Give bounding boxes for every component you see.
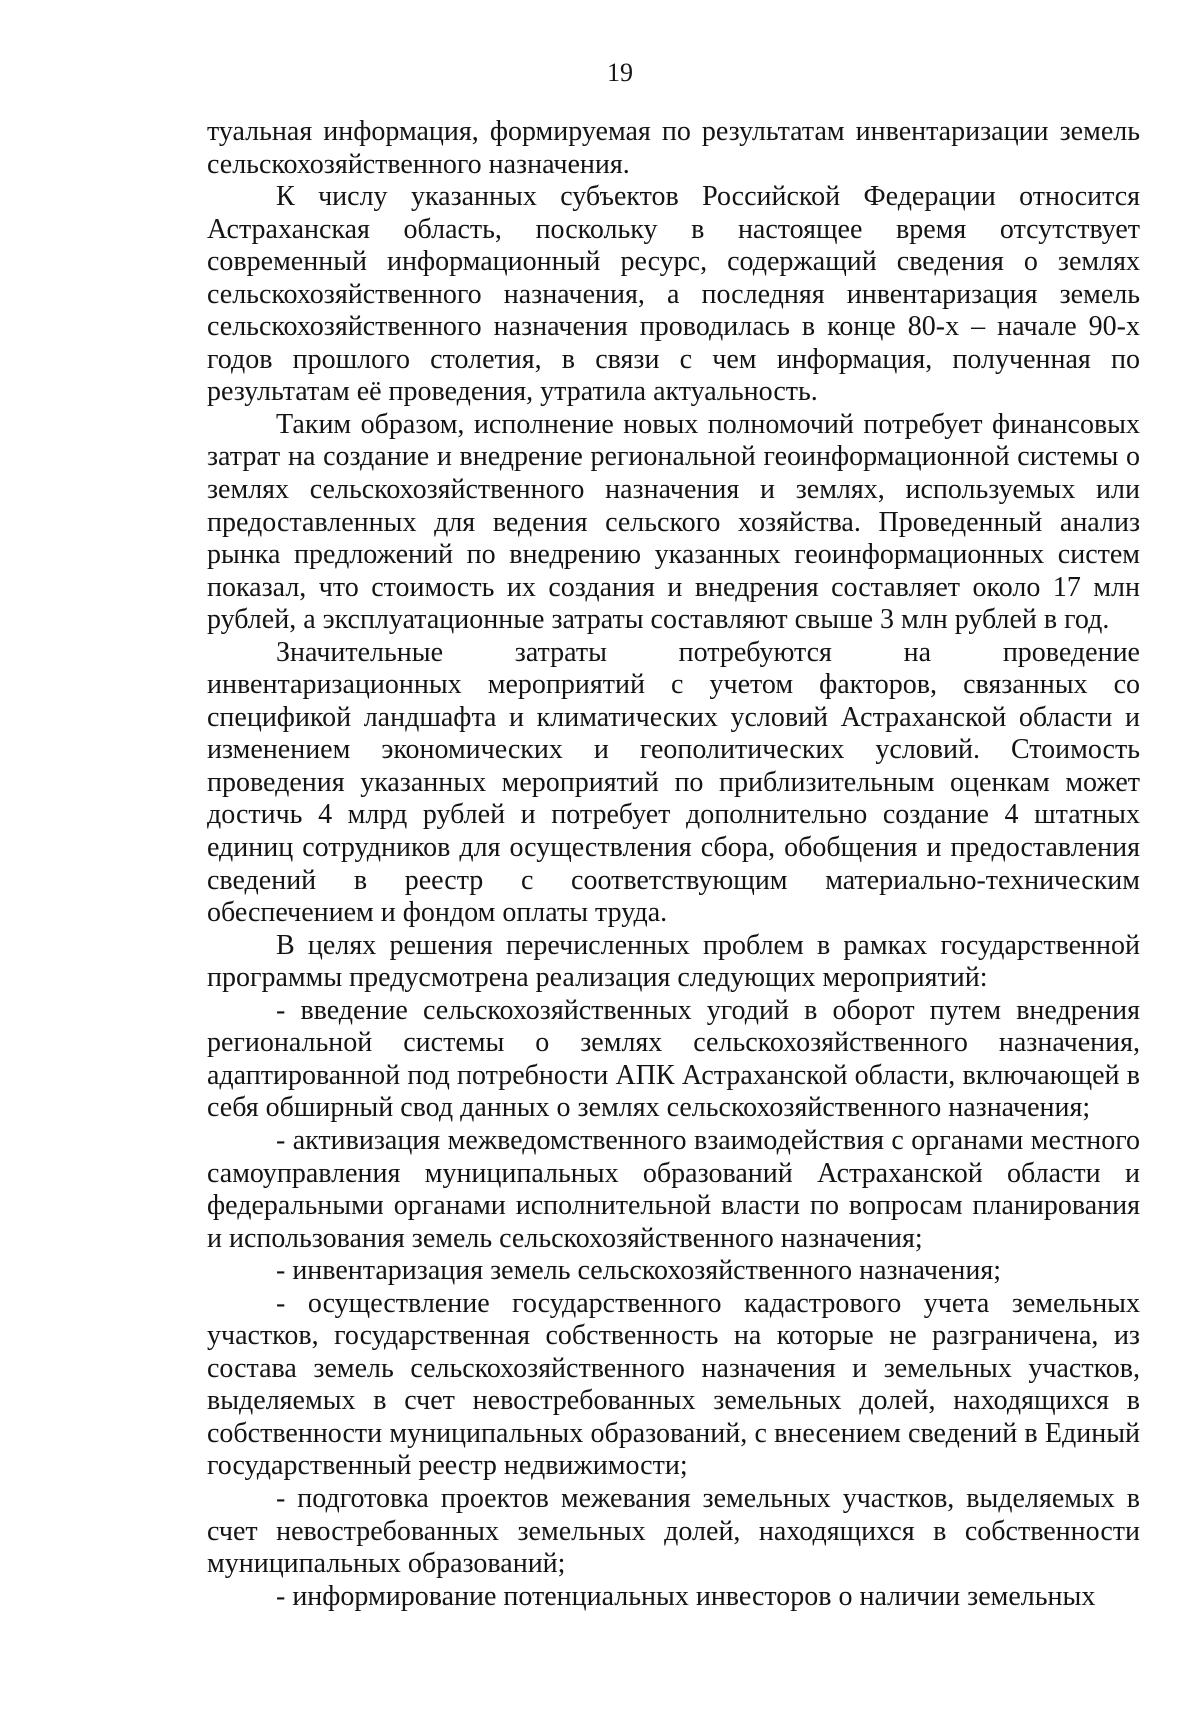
document-body: [207, 116, 1140, 1613]
list-item-2: - активизация межведомственного взаимодействия с органами местного самоуправления муниципальных образований Астраханской области и федеральными органами исполнительной власти по вопросам планирования и использования земель сельскохозяйственного назначения;: [207, 1124, 1140, 1254]
list-item-1: - введение сельскохозяйственных угодий в оборот путем внедрения региональной системы о землях сельскохозяйственного назначения, адаптированной под потребности АПК Астраханской области, включающей в себя обширный свод данных о землях сельскохозяйственного назначения;: [207, 994, 1140, 1124]
paragraph-4: Значительные затраты потребуются на проведение инвентаризационных мероприятий с учетом факторов, связанных со спецификой ландшафта и климатических условий Астраханской области и изменением экономических и геополитических условий. Стоимость проведения указанных мероприятий по приблизительным оценкам может достичь 4 млрд рублей и потребует дополнительно создание 4 штатных единиц сотрудников для осуществления сбора, обобщения и предоставления сведений в реестр с соответствующим материально-техническим обеспечением и фондом оплаты труда.: [207, 636, 1140, 929]
list-item-5: - подготовка проектов межевания земельных участков, выделяемых в счет невостребованных земельных долей, находящихся в собственности муниципальных образований;: [207, 1482, 1140, 1580]
page-number: 19: [607, 58, 633, 87]
paragraph-2: К числу указанных субъектов Российской Федерации относится Астраханская область, поскольку в настоящее время отсутствует современный информационный ресурс, содержащий сведения о землях сельскохозяйственного назначения, а последняя инвентаризация земель сельскохозяйственного назначения проводилась в конце 80-х – начале 90-х годов прошлого столетия, в связи с чем информация, полученная по результатам её проведения, утратила актуальность.: [207, 181, 1140, 408]
list-item-3: - инвентаризация земель сельскохозяйственного назначения;: [276, 1255, 1001, 1287]
paragraph-1: туальная информация, формируемая по результатам инвентаризации земель сельскохозяйственного назначения.: [207, 116, 1140, 180]
list-item-6: - информирование потенциальных инвесторов о наличии земельных: [276, 1580, 1096, 1612]
paragraph-5: В целях решения перечисленных проблем в рамках государственной программы предусмотрена реализация следующих мероприятий:: [207, 929, 1140, 994]
list-item-4: - осуществление государственного кадастрового учета земельных участков, государственная собственность на которые не разграничена, из состава земель сельскохозяйственного назначения и земельных участков, выделяемых в счет невостребованных земельных долей, находящихся в собственности муниципальных образований, с внесением сведений в Единый государственный реестр недвижимости;: [207, 1287, 1140, 1482]
paragraph-3: Таким образом, исполнение новых полномочий потребует финансовых затрат на создание и внедрение региональной геоинформационной системы о землях сельскохозяйственного назначения и землях, используемых или предоставленных для ведения сельского хозяйства. Проведенный анализ рынка предложений по внедрению указанных геоинформационных систем показал, что стоимость их создания и внедрения составляет около 17 млн рублей, а эксплуатационные затраты составляют свыше 3 млн рублей в год.: [207, 408, 1140, 636]
